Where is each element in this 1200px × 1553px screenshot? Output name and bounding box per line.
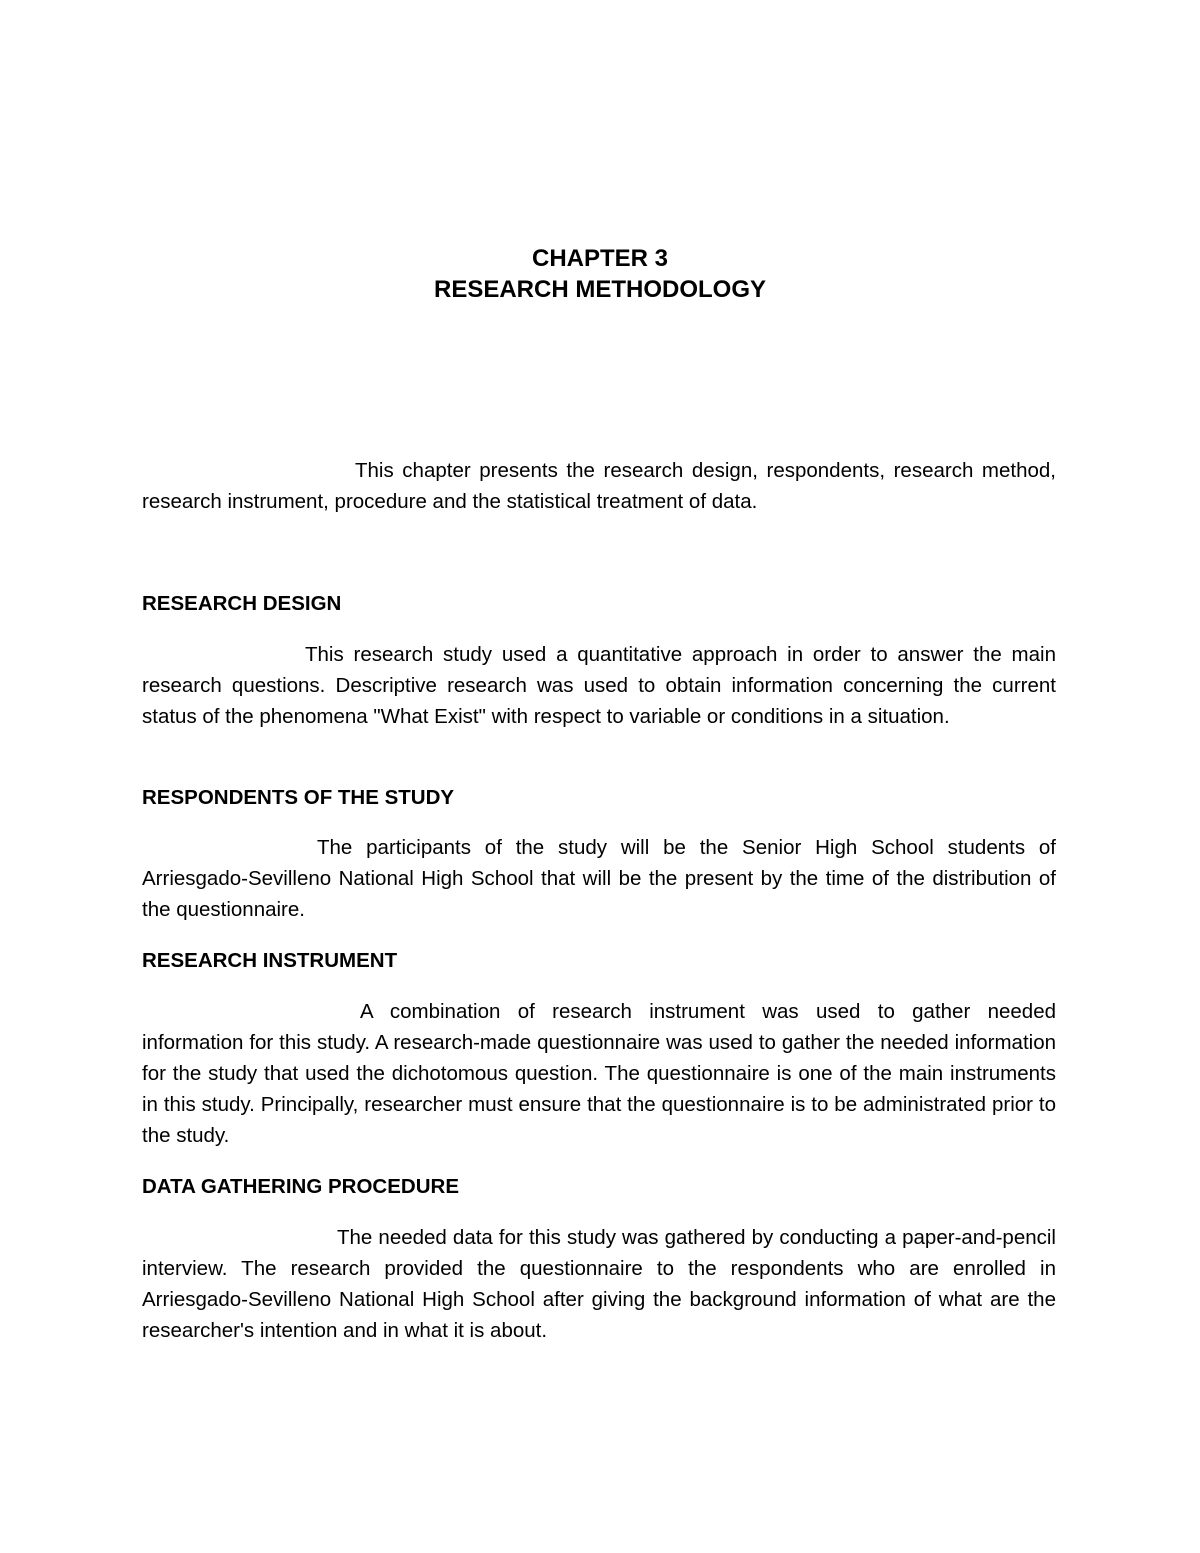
chapter-title: RESEARCH METHODOLOGY [433,276,766,303]
research-design-heading: RESEARCH DESIGN [142,592,342,615]
chapter-number: CHAPTER 3 [531,245,669,272]
respondents-heading: RESPONDENTS OF THE STUDY [142,786,455,809]
data-gathering-heading: DATA GATHERING PROCEDURE [142,1175,459,1198]
research-instrument-paragraph: A combination of research instrument was used to gather needed information for this study. A research-made questionnaire was used to gather the needed information for the study that used the dichotomous question. The questionnaire is one of the main instruments in this study. Principally, researcher must ensure that the questionnaire is to be administrated prior to the study. [142,1000,1056,1147]
intro-paragraph: This chapter presents the research design, respondents, research method, research instrument, procedure and the statistical treatment of data. [142,459,1056,513]
research-instrument-heading: RESEARCH INSTRUMENT [142,949,398,972]
data-gathering-paragraph: The needed data for this study was gathered by conducting a paper-and-pencil interview. The research provided the questionnaire to the respondents who are enrolled in Arriesgado-Sevilleno National High School after giving the background information of what are the researcher's intention and in what it is about. [142,1226,1056,1342]
chapter-heading [0,243,1200,305]
research-design-paragraph: This research study used a quantitative approach in order to answer the main research questions. Descriptive research was used to obtain information concerning the current status of the phenomena "What Exist" with respect to variable or conditions in a situation. [142,643,1056,728]
respondents-paragraph: The participants of the study will be the Senior High School students of Arriesgado-Sevilleno National High School that will be the present by the time of the distribution of the questionnaire. [142,836,1056,921]
